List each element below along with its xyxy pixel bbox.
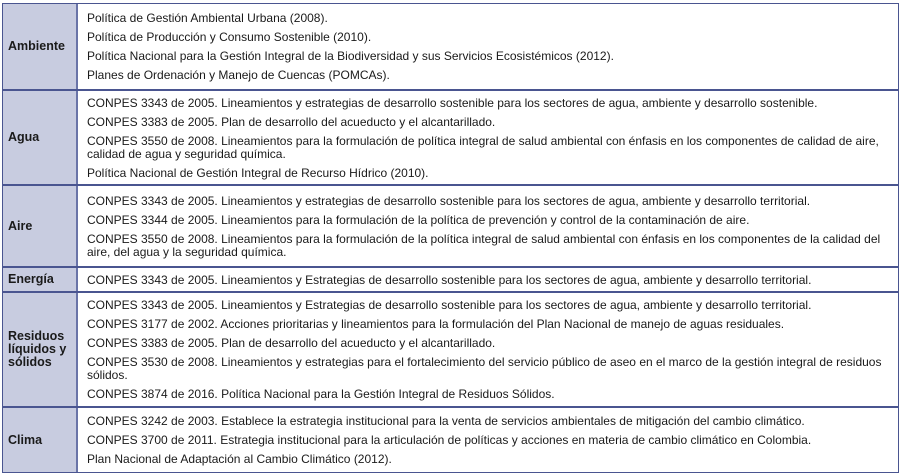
policy-item: CONPES 3343 de 2005. Lineamientos y Estrategias de desarrollo sostenible para los sectores de agua, ambiente y desarrollo territorial. xyxy=(87,272,812,287)
policy-list xyxy=(78,408,898,472)
policy-item: Plan Nacional de Adaptación al Cambio Climático (2012). xyxy=(87,452,392,466)
table-row xyxy=(3,4,898,89)
policy-list xyxy=(78,268,898,291)
policy-item: Política de Gestión Ambiental Urbana (2008). xyxy=(87,11,328,25)
policy-item: Política Nacional para la Gestión Integral de la Biodiversidad y sus Servicios Ecosistémicos (2012). xyxy=(87,49,614,63)
policy-item: CONPES 3343 de 2005. Lineamientos y estrategias de desarrollo sostenible para los sectores de agua, ambiente y desarrollo sostenible. xyxy=(87,95,818,110)
policy-item: CONPES 3177 de 2002. Acciones prioritarias y lineamientos para la formulación del Plan Nacional de manejo de aguas residuales. xyxy=(87,317,785,331)
policy-item: CONPES 3550 de 2008. Lineamientos para la formulación de la política integral de salud ambiental con énfasis en los componentes de la calidad del aire, del agua y la seguridad química. xyxy=(87,231,881,259)
policy-item: Política Nacional de Gestión Integral de Recurso Hídrico (2010). xyxy=(87,165,429,180)
category-cell: Energía xyxy=(3,268,78,291)
category-cell: Aire xyxy=(3,186,78,266)
policy-list xyxy=(78,91,898,184)
policy-item: Planes de Ordenación y Manejo de Cuencas (POMCAs). xyxy=(87,68,390,82)
policy-item: CONPES 3383 de 2005. Plan de desarrollo del acueducto y el alcantarillado. xyxy=(87,114,496,129)
policy-item: CONPES 3383 de 2005. Plan de desarrollo del acueducto y el alcantarillado. xyxy=(87,336,496,350)
policy-item: CONPES 3550 de 2008. Lineamientos para la formulación de política integral de salud ambiental con énfasis en los componentes de calidad de aire, calidad de agua y seguridad química. xyxy=(87,133,879,161)
category-cell: Clima xyxy=(3,408,78,472)
policy-item: CONPES 3343 de 2005. Lineamientos y estrategias de desarrollo sostenible para los sectores de agua, ambiente y desarrollo territorial. xyxy=(87,193,811,208)
policy-table xyxy=(2,3,899,473)
table-row xyxy=(3,291,898,406)
table-row xyxy=(3,184,898,266)
policy-item: Política de Producción y Consumo Sostenible (2010). xyxy=(87,30,372,44)
policy-list xyxy=(78,4,898,89)
policy-list xyxy=(78,293,898,406)
policy-item: CONPES 3242 de 2003. Establece la estrategia institucional para la venta de servicios ambientales de mitigación del cambio climático. xyxy=(87,414,805,428)
policy-item: CONPES 3530 de 2008. Lineamientos y estrategias para el fortalecimiento del servicio público de aseo en el marco de la gestión integral de residuos sólidos. xyxy=(87,355,882,382)
policy-list xyxy=(78,186,898,266)
table-row xyxy=(3,89,898,184)
policy-item: CONPES 3700 de 2011. Estrategia institucional para la articulación de políticas y acciones en materia de cambio climático en Colombia. xyxy=(87,433,812,447)
policy-item: CONPES 3874 de 2016. Política Nacional para la Gestión Integral de Residuos Sólidos. xyxy=(87,387,555,401)
policy-item: CONPES 3343 de 2005. Lineamientos y Estrategias de desarrollo sostenible para los sectores de agua, ambiente y desarrollo territorial. xyxy=(87,298,812,312)
table-row xyxy=(3,266,898,291)
category-cell: Agua xyxy=(3,91,78,184)
category-cell: Ambiente xyxy=(3,4,78,89)
table-row xyxy=(3,406,898,472)
category-cell: Residuos líquidos y sólidos xyxy=(3,293,78,406)
policy-item: CONPES 3344 de 2005. Lineamientos para la formulación de la política de prevención y control de la contaminación de aire. xyxy=(87,212,750,227)
